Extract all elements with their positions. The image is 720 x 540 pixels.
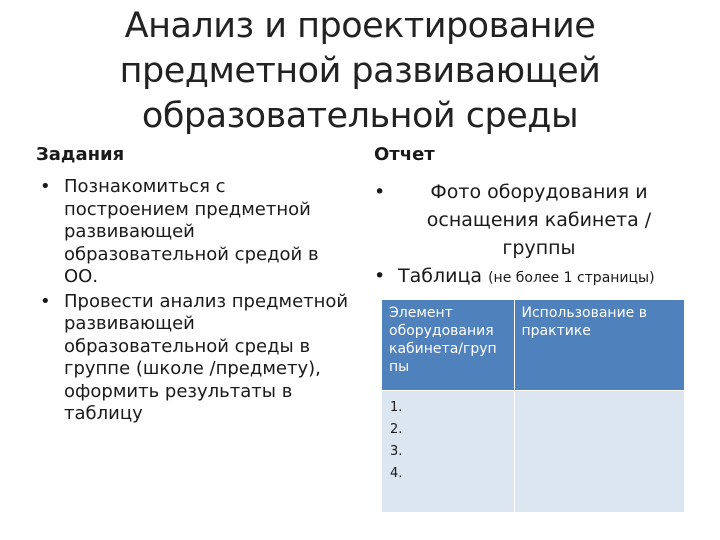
report-list <box>370 178 710 292</box>
table-header-cell: Элемент оборудования кабинета/груп пы <box>382 300 514 390</box>
table-cell <box>514 390 684 512</box>
list-item: 2. <box>390 421 403 437</box>
table-header-cell: Использование в практике <box>514 300 684 390</box>
report-item-note: (не более 1 страницы) <box>488 270 655 286</box>
title-line: образовательной среды <box>141 96 579 136</box>
number-list <box>390 397 506 485</box>
tasks-list <box>36 176 356 428</box>
table-cell <box>382 390 514 512</box>
report-item-text: Таблица <box>398 265 483 287</box>
list-item: 3. <box>390 443 403 459</box>
table-header-row <box>382 300 684 390</box>
report-item-text: • Фото оборудования и оснащения кабинета /группы <box>426 181 652 259</box>
list-item: 1. <box>390 399 403 415</box>
report-table <box>382 300 684 512</box>
list-item: 4. <box>390 465 403 481</box>
title-line: предметной развивающей <box>119 51 601 91</box>
task-item: • Познакомиться с построением предметной развивающей образовательной средой в ОО. <box>36 176 356 289</box>
title-line: Анализ и проектирование <box>124 6 596 46</box>
table-row <box>382 390 684 512</box>
task-item: • Провести анализ предметной развивающей образовательной среды в группе (школе /предмету), оформить результаты в таблицу <box>36 291 356 426</box>
slide-title <box>90 4 630 139</box>
report-heading: Отчет <box>374 144 435 165</box>
report-item <box>370 262 710 292</box>
tasks-heading: Задания <box>36 144 125 165</box>
report-item <box>370 178 710 262</box>
